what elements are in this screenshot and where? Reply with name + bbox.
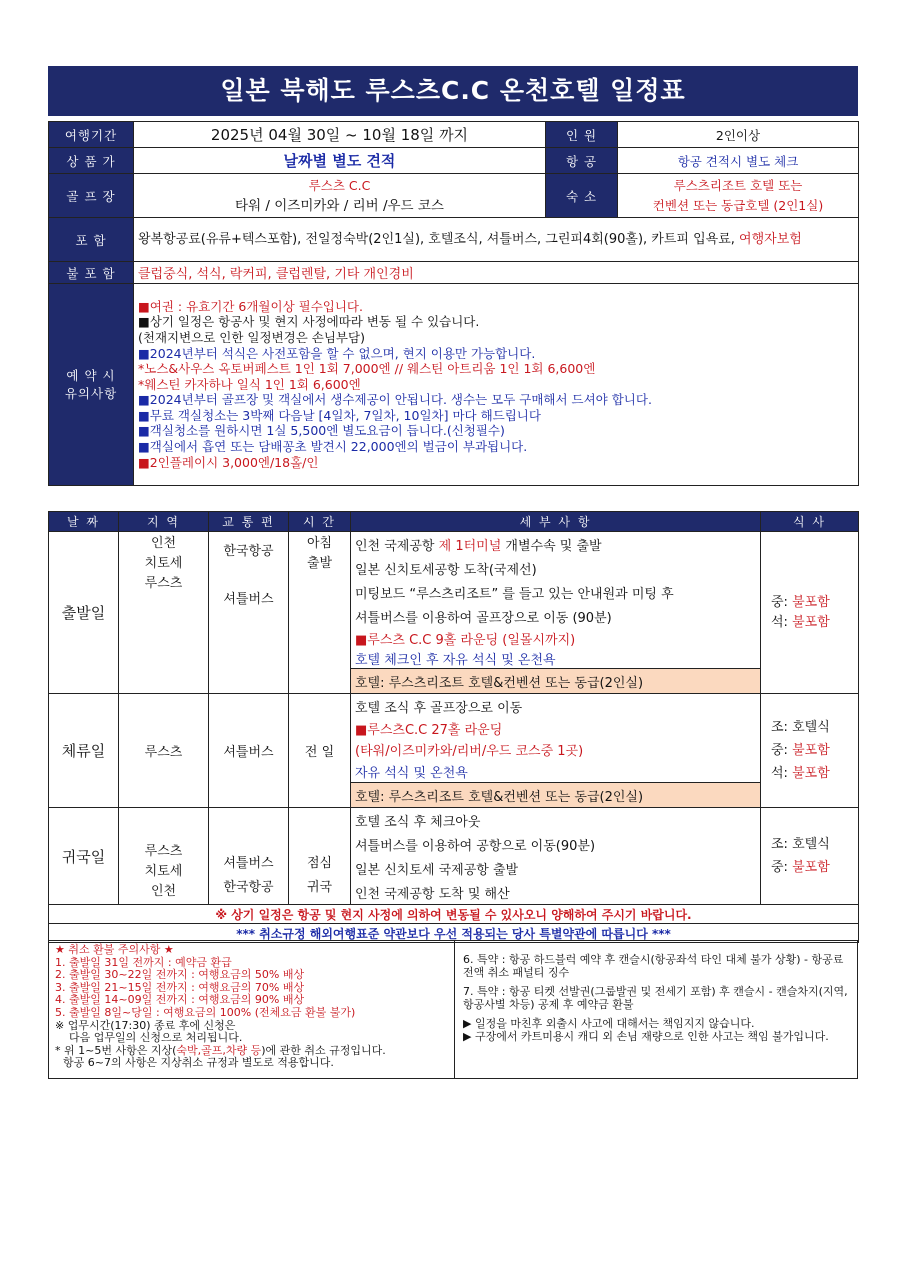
header-date: 날 짜: [49, 512, 119, 532]
day2-detail-2: ■루스츠C.C 27홀 라운딩: [351, 718, 761, 738]
header-transport: 교 통 편: [209, 512, 289, 532]
golf-label: 골 프 장: [49, 174, 134, 218]
air-value: 항공 견적시 별도 체크: [618, 148, 859, 174]
day1-region-3: 루스츠: [144, 576, 183, 591]
note-8: ■무료 객실청소는 3박째 다음날 [4일차, 7일차, 10일차] 마다 해드립니다: [138, 407, 541, 423]
day3-detail-4: 인천 국제공항 도착 및 해산: [351, 880, 761, 905]
excluded-label: 불 포 함: [49, 262, 134, 284]
cancellation-rules: [49, 941, 455, 1078]
day1-detail-3: 미팅보드 “루스츠리조트” 를 들고 있는 안내원과 미팅 후: [351, 580, 761, 604]
header-time: 시 간: [289, 512, 351, 532]
day1-detail-2: 일본 신치토세공항 도착(국제선): [351, 556, 761, 580]
cancel-item-4: 4. 출발일 14~09일 전까지 : 여행요금의 90% 배상: [55, 993, 305, 1007]
day3-region-2: 치토세: [144, 864, 183, 879]
day2-meal-breakfast: 조: 호텔식: [771, 720, 830, 735]
cancel-policy-note: *** 취소규정 해외여행표준 약관보다 우선 적용되는 당사 특별약관에 따릅니다 ***: [49, 924, 859, 943]
day2-meal-lunch: 중: 불포함: [771, 743, 830, 758]
office-hours-1: ※ 업무시간(17:30) 종료 후에 신청은: [55, 1018, 236, 1032]
day3-time-1: 점심: [306, 856, 333, 871]
special-term-7: 7. 특약 : 항공 티켓 선발권(그룹발권 및 전세기 포함) 후 캔슬시 - 캔슬차지(지역, 항공사별 차등) 공제 후 예약금 환불: [463, 985, 848, 1011]
cancel-item-2: 2. 출발일 30~22일 전까지 : 여행요금의 50% 배상: [55, 968, 305, 982]
hotel-line1: 루스츠리조트 호텔 또는: [673, 177, 803, 193]
note-3: (천재지변으로 인한 일정변경은 손님부담): [138, 329, 365, 345]
office-hours-2: 다음 업무일의 신청으로 처리됩니다.: [69, 1031, 243, 1045]
cancel-item-5: 5. 출발일 8일~당일 : 여행요금의 100% (전체요금 환불 불가): [55, 1005, 356, 1019]
note-9: ■객실청소를 원하시면 1실 5,500엔 별도요금이 듭니다.(신청필수): [138, 423, 505, 439]
note-5: *노스&사우스 옥토버페스트 1인 1회 7,000엔 // 웨스틴 아트리움 1인 1회 6,600엔: [138, 361, 596, 377]
golf-courses: 타워 / 이즈미카와 / 리버 /우드 코스: [235, 197, 444, 214]
day2-transport: 셔틀버스: [209, 694, 289, 808]
price-label: 상 품 가: [49, 148, 134, 174]
day2-meal-dinner: 석: 불포함: [771, 766, 830, 781]
day3-detail-3: 일본 신치토세 국제공항 출발: [351, 856, 761, 880]
golf-name: 루스츠 C.C: [308, 177, 371, 193]
notes-label-2: 유의사항: [64, 385, 118, 401]
day3-transport-1: 셔틀버스: [223, 856, 274, 871]
day1-detail-5: ■루스츠 C.C 9홀 라운딩 (일몰시까지): [351, 628, 761, 648]
day1-meal-lunch: 중: 불포함: [771, 594, 830, 610]
day2-detail-1: 호텔 조식 후 골프장으로 이동: [351, 694, 761, 719]
liability-note-2: ▶ 구장에서 카트미용시 캐디 외 손님 재량으로 인한 사고는 책임 불가입니다.: [463, 1030, 829, 1043]
day2-date: 체류일: [49, 694, 119, 808]
cancellation-box: [48, 940, 858, 1079]
day2-time: 전 일: [289, 694, 351, 808]
ground-rule: * 위 1~5번 사항은 지상(숙박,골프,차량 등)에 관한 취소 규정입니다.: [55, 1043, 386, 1057]
day3-detail-2: 셔틀버스를 이용하여 공항으로 이동(90분): [351, 832, 761, 856]
day1-time-2: 출발: [306, 556, 333, 571]
hotel-line2: 컨벤션 또는 동급호텔 (2인1실): [652, 197, 824, 213]
day3-transport-2: 한국항공: [223, 880, 274, 895]
hotel-label: 숙 소: [546, 174, 618, 218]
included-text: 왕복항공료(유류+텍스포함), 전일정숙박(2인1실), 호텔조식, 셔틀버스, 그린피4회(90홀), 카트피 입욕료,: [138, 231, 740, 247]
day2-detail-3: (타워/이즈미카와/리버/우드 코스중 1곳): [351, 738, 761, 760]
note-10: ■객실에서 흡연 또는 담배꽁초 발견시 22,000엔의 벌금이 부과됩니다.: [138, 439, 528, 455]
day2-detail-4: 자유 석식 및 온천욕: [351, 760, 761, 783]
day1-time-1: 아침: [306, 536, 333, 551]
day1-meal-dinner: 석: 불포함: [771, 614, 830, 630]
day3-detail-1: 호텔 조식 후 체크아웃: [351, 808, 761, 833]
people-label: 인 원: [546, 122, 618, 148]
day1-detail-4: 셔틀버스를 이용하여 골프장으로 이동 (90분): [351, 604, 761, 628]
included-insurance: 여행자보험: [739, 231, 802, 247]
special-term-6: 6. 특약 : 항공 하드블럭 예약 후 캔슬시(항공좌석 타인 대체 불가 상황) - 항공료 전액 취소 패널티 징수: [463, 953, 844, 979]
day2-hotel: 호텔: 루스츠리조트 호텔&컨벤션 또는 동급(2인실): [351, 783, 761, 808]
header-region: 지 역: [119, 512, 209, 532]
period-value: 2025년 04월 30일 ~ 10월 18일 까지: [134, 122, 546, 148]
period-label: 여행기간: [49, 122, 134, 148]
header-meals: 식 사: [761, 512, 859, 532]
day3-date: 귀국일: [49, 808, 119, 905]
day1-detail-1: 인천 국제공항 제 1터미널 개별수속 및 출발: [351, 532, 761, 557]
people-value: 2인이상: [618, 122, 859, 148]
day1-date: 출발일: [49, 532, 119, 694]
day1-transport-2: 셔틀버스: [223, 592, 274, 607]
note-11: ■2인플레이시 3,000엔/18홀/인: [138, 454, 319, 470]
day2-region: 루스츠: [119, 694, 209, 808]
note-2: ■상기 일정은 항공사 및 현지 사정에따라 변동 될 수 있습니다.: [138, 314, 480, 330]
day1-hotel: 호텔: 루스츠리조트 호텔&컨벤션 또는 동급(2인실): [351, 669, 761, 694]
note-7: ■2024년부터 골프장 및 객실에서 생수제공이 안됩니다. 생수는 모두 구매해서 드셔야 합니다.: [138, 392, 652, 408]
note-4: ■2024년부터 석식은 사전포함을 할 수 없으며, 현지 이용만 가능합니다.: [138, 345, 536, 361]
special-terms: [455, 941, 857, 1078]
day3-region-3: 인천: [150, 884, 177, 899]
info-table: [48, 121, 859, 486]
liability-note-1: ▶ 일정을 마친후 외출시 사고에 대해서는 책임지지 않습니다.: [463, 1017, 755, 1030]
notes-label-1: 예 약 시: [66, 367, 116, 383]
cancel-item-3: 3. 출발일 21~15일 전까지 : 여행요금의 70% 배상: [55, 980, 305, 994]
day3-meal-breakfast: 조: 호텔식: [771, 837, 830, 852]
cancel-title: ★ 취소 환불 주의사항 ★: [55, 943, 174, 956]
price-value: 날짜별 별도 견적: [134, 148, 546, 174]
day3-time-2: 귀국: [306, 880, 333, 895]
day1-detail-6: 호텔 체크인 후 자유 석식 및 온천욕: [351, 648, 761, 669]
note-1: ■여권 : 유효기간 6개월이상 필수입니다.: [138, 298, 363, 314]
page-title: 일본 북해도 루스츠C.C 온천호텔 일정표: [48, 66, 858, 116]
day3-region-1: 루스츠: [144, 844, 183, 859]
header-details: 세 부 사 항: [351, 512, 761, 532]
day1-region-2: 치토세: [144, 556, 183, 571]
cancel-item-1: 1. 출발일 31일 전까지 : 예약금 환급: [55, 955, 232, 969]
day3-meal-lunch: 중: 불포함: [771, 860, 830, 875]
air-label: 항 공: [546, 148, 618, 174]
day1-transport-1: 한국항공: [223, 544, 274, 559]
day1-region-1: 인천: [150, 536, 177, 551]
itinerary-footnote: ※ 상기 일정은 항공 및 현지 사정에 의하여 변동될 수 있사오니 양해하여 주시기 바랍니다.: [49, 905, 859, 924]
included-label: 포 함: [49, 218, 134, 262]
itinerary-table: [48, 511, 859, 943]
air-rule: 항공 6~7의 사항은 지상취소 규정과 별도로 적용합니다.: [63, 1056, 334, 1070]
excluded-text: 클럽중식, 석식, 락커피, 클럽렌탈, 기타 개인경비: [134, 262, 859, 284]
note-6: *웨스틴 카자하나 일식 1인 1회 6,600엔: [138, 376, 361, 392]
